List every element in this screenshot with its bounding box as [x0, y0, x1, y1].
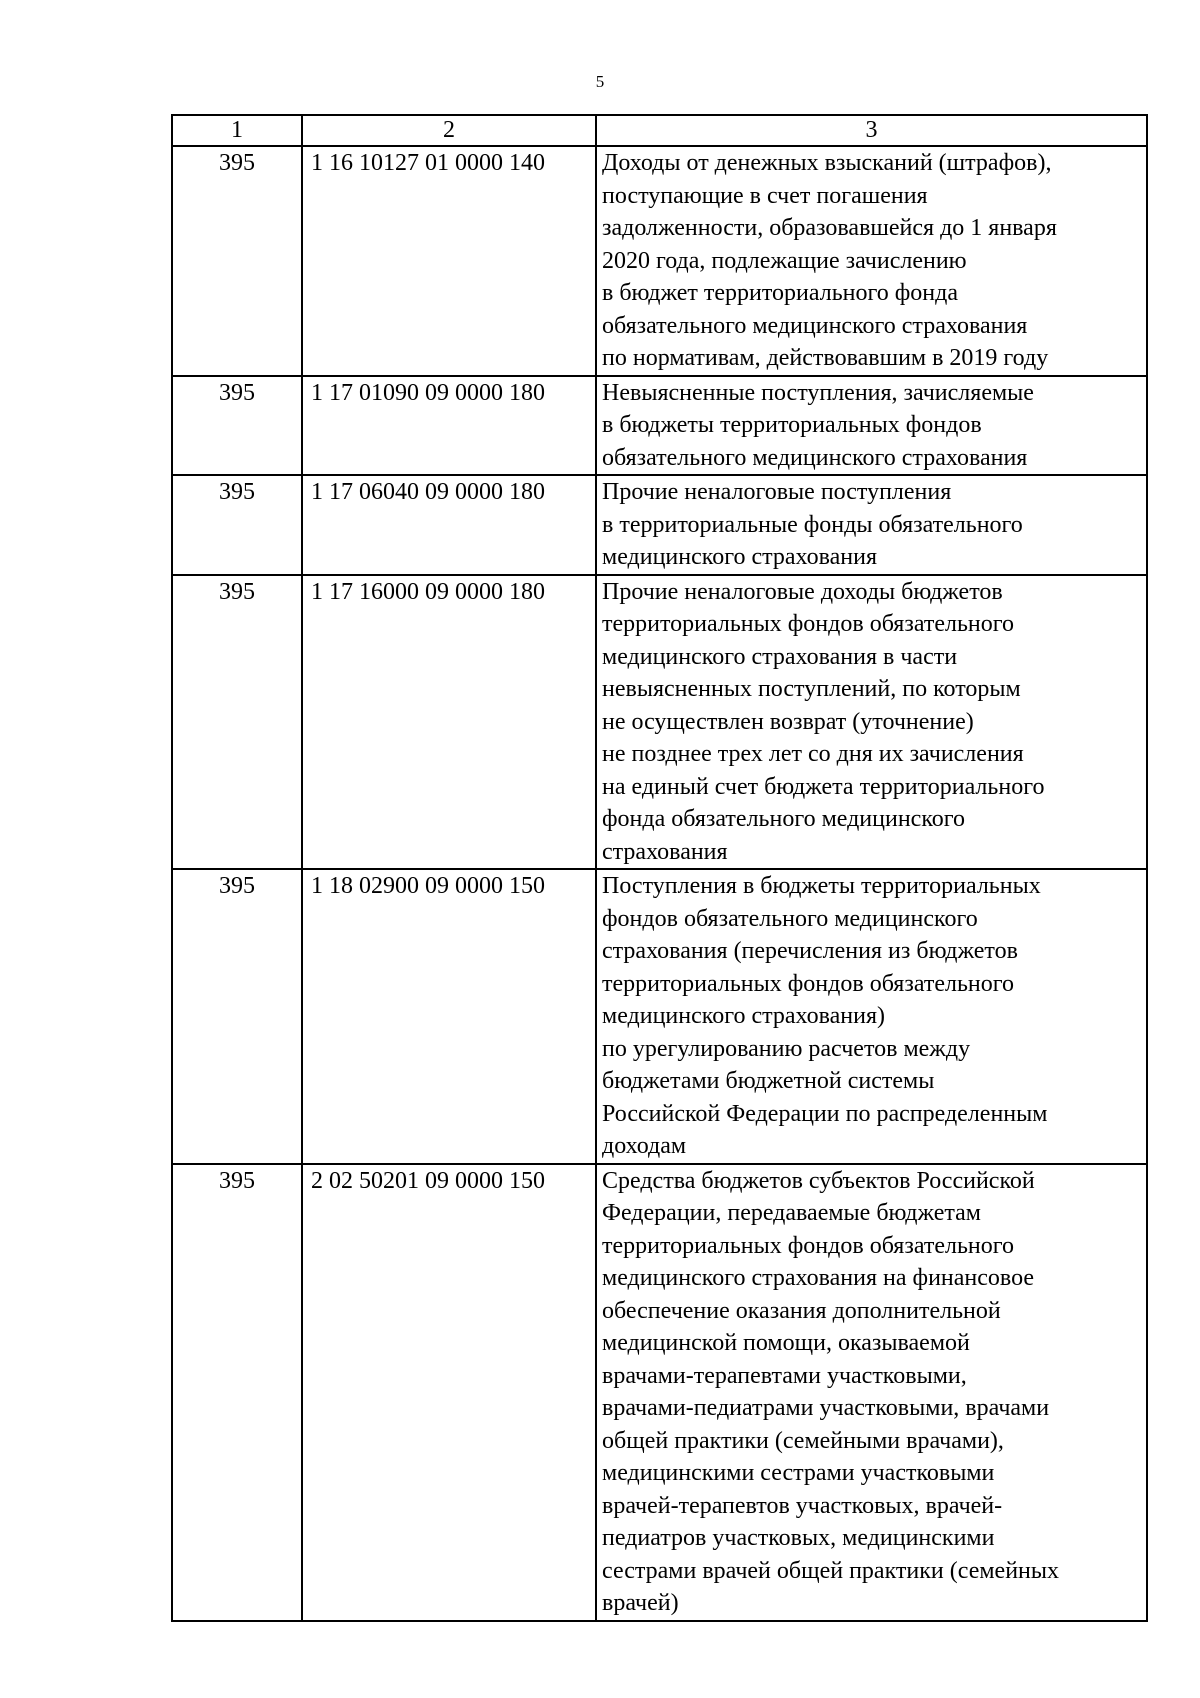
description-line: Доходы от денежных взысканий (штрафов), — [602, 150, 1052, 176]
description-cell — [596, 869, 1147, 1164]
description-line: бюджетами бюджетной системы — [602, 1068, 935, 1094]
column-header-1: 1 — [172, 115, 302, 146]
description-line: не осуществлен возврат (уточнение) — [602, 708, 974, 735]
column-header-2: 2 — [302, 115, 596, 146]
revenue-code-cell: 1 17 06040 09 0000 180 — [302, 475, 596, 575]
admin-code-cell: 395 — [172, 1164, 302, 1621]
description-line: Поступления в бюджеты территориальных — [602, 873, 1041, 899]
description-line: Средства бюджетов субъектов Российской — [602, 1167, 1035, 1194]
description-line: медицинского страхования — [602, 544, 878, 570]
description-line: поступающие в счет погашения — [602, 182, 928, 209]
description-line: медицинского страхования в части — [602, 643, 958, 670]
page-number: 5 — [595, 72, 605, 91]
description-line: Прочие неналоговые поступления — [602, 479, 952, 505]
description-line: по урегулированию расчетов между — [602, 1035, 971, 1062]
description-line: на единый счет бюджета территориального — [602, 773, 1045, 800]
table-row — [172, 146, 1147, 376]
description-line: страхования — [602, 838, 728, 865]
description-cell — [596, 376, 1147, 476]
admin-code-cell: 395 — [172, 475, 302, 575]
description-line: врачами-терапевтами участковыми, — [602, 1362, 967, 1389]
revenue-code-cell: 1 16 10127 01 0000 140 — [302, 146, 596, 376]
description-line: страхования (перечисления из бюджетов — [602, 938, 1018, 964]
description-line: обеспечение оказания дополнительной — [602, 1297, 1001, 1324]
description-line: медицинского страхования) — [602, 1003, 886, 1029]
description-line: в бюджеты территориальных фондов — [602, 412, 982, 438]
table-row — [172, 1164, 1147, 1621]
revenue-code-cell: 1 17 01090 09 0000 180 — [302, 376, 596, 476]
description-line: обязательного медицинского страхования — [602, 444, 1028, 471]
description-line: доходам — [602, 1133, 687, 1159]
description-line: по нормативам, действовавшим в 2019 году — [602, 345, 1049, 371]
revenue-code-cell: 2 02 50201 09 0000 150 — [302, 1164, 596, 1621]
table-row — [172, 869, 1147, 1164]
description-line: территориальных фондов обязательного — [602, 611, 1015, 637]
description-line: педиатров участковых, медицинскими — [602, 1525, 995, 1551]
admin-code-cell: 395 — [172, 376, 302, 476]
description-line: врачей) — [602, 1590, 679, 1616]
admin-code-cell: 395 — [172, 575, 302, 870]
column-header-3: 3 — [596, 115, 1147, 146]
description-line: Федерации, передаваемые бюджетам — [602, 1200, 981, 1226]
table-row — [172, 575, 1147, 870]
table-header-row — [172, 115, 1147, 146]
description-line: не позднее трех лет со дня их зачисления — [602, 741, 1024, 767]
description-line: территориальных фондов обязательного — [602, 1232, 1015, 1259]
table-row — [172, 475, 1147, 575]
description-line: фондов обязательного медицинского — [602, 905, 978, 932]
description-line: в бюджет территориального фонда — [602, 280, 959, 306]
description-line: невыясненных поступлений, по которым — [602, 676, 1021, 702]
description-cell — [596, 575, 1147, 870]
description-line: сестрами врачей общей практики (семейных — [602, 1557, 1060, 1584]
description-cell — [596, 146, 1147, 376]
description-line: медицинской помощи, оказываемой — [602, 1330, 970, 1356]
admin-code-cell: 395 — [172, 146, 302, 376]
revenue-codes-table — [171, 114, 1148, 1622]
description-line: фонда обязательного медицинского — [602, 806, 966, 832]
description-line: территориальных фондов обязательного — [602, 970, 1015, 997]
description-line: Невыясненные поступления, зачисляемые — [602, 379, 1034, 406]
description-line: врачами-педиатрами участковыми, врачами — [602, 1395, 1050, 1421]
revenue-code-cell: 1 18 02900 09 0000 150 — [302, 869, 596, 1164]
description-cell — [596, 475, 1147, 575]
description-line: врачей-терапевтов участковых, врачей- — [602, 1492, 1003, 1519]
admin-code-cell: 395 — [172, 869, 302, 1164]
description-line: медицинского страхования на финансовое — [602, 1265, 1035, 1291]
description-line: общей практики (семейными врачами), — [602, 1427, 1004, 1454]
description-line: медицинскими сестрами участковыми — [602, 1460, 995, 1486]
description-line: обязательного медицинского страхования — [602, 312, 1028, 339]
description-line: задолженности, образовавшейся до 1 января — [602, 215, 1057, 241]
description-line: Прочие неналоговые доходы бюджетов — [602, 578, 1003, 605]
description-line: 2020 года, подлежащие зачислению — [602, 247, 967, 274]
description-line: в территориальные фонды обязательного — [602, 511, 1023, 538]
revenue-code-cell: 1 17 16000 09 0000 180 — [302, 575, 596, 870]
description-line: Российской Федерации по распределенным — [602, 1100, 1048, 1127]
table-row — [172, 376, 1147, 476]
description-cell — [596, 1164, 1147, 1621]
